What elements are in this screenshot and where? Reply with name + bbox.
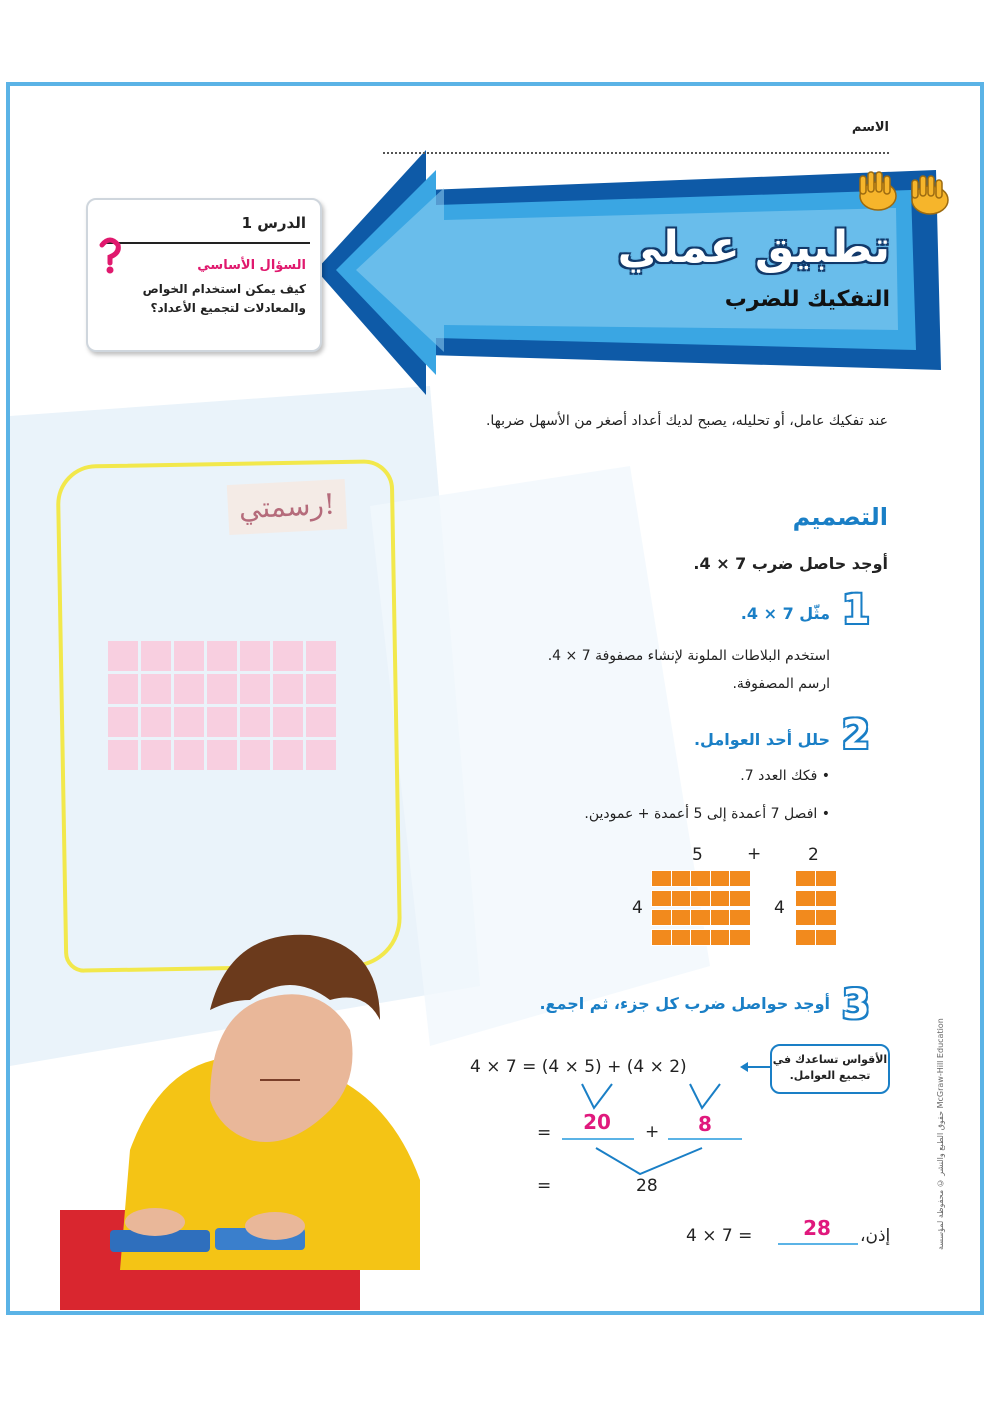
so-label: إذن، [860, 1226, 891, 1246]
pink-tile [141, 707, 171, 737]
pink-tile [174, 707, 204, 737]
pink-tile [306, 740, 336, 770]
step-2-bullet-2-text: افصل 7 أعمدة إلى 5 أعمدة + عمودين. [584, 806, 818, 822]
orange-tile [815, 870, 837, 887]
pink-tile [240, 641, 270, 671]
pink-tile [240, 707, 270, 737]
equation-line-1: 4 × 7 = (4 × 5) + (4 × 2) [470, 1057, 687, 1077]
step-2-title: حلل أحد العوامل. [693, 730, 830, 749]
step-3-number: 3 [842, 982, 870, 1028]
array-label-4-right: 4 [774, 898, 785, 918]
array-label-4-left: 4 [632, 898, 643, 918]
step-2-bullet-1: • فكك العدد 7. [740, 768, 830, 784]
sketch-label: رسمتي! [227, 479, 347, 535]
orange-tile [729, 890, 751, 907]
essential-question-title: السؤال الأساسي [197, 258, 306, 273]
name-field[interactable] [383, 118, 889, 154]
answer-underline-2 [668, 1138, 742, 1140]
pink-tile [108, 674, 138, 704]
sum-total: 28 [636, 1176, 658, 1196]
final-underline [778, 1243, 858, 1245]
tip-arrow-icon [740, 1060, 772, 1074]
answer-4x5[interactable]: 20 [583, 1110, 611, 1134]
essential-question-body: كيف يمكن استخدام الخواص والمعادلات لتجميع الأعداد؟ [142, 282, 306, 315]
pink-tile [108, 641, 138, 671]
orange-tile [815, 890, 837, 907]
orange-tile [729, 909, 751, 926]
student-photo [60, 850, 480, 1310]
equals-sign-1: = [537, 1123, 552, 1143]
pink-tile [174, 641, 204, 671]
pink-tile [174, 674, 204, 704]
pink-tile [207, 707, 237, 737]
pink-tile [306, 707, 336, 737]
orange-tile [729, 870, 751, 887]
pink-tile [141, 740, 171, 770]
question-mark-icon [96, 235, 124, 275]
orange-tile [815, 929, 837, 946]
parentheses-tip: الأقواس تساعدك في تجميع العوامل. [770, 1044, 890, 1094]
step-2-number: 2 [842, 712, 870, 758]
lesson-card [86, 198, 322, 352]
step-2-bullet-1-text: فكك العدد 7. [740, 768, 818, 784]
pink-tile [141, 674, 171, 704]
pink-tile [141, 641, 171, 671]
divider [104, 242, 310, 244]
pink-tile [207, 740, 237, 770]
name-label: الاسم [851, 120, 889, 135]
answer-4x2[interactable]: 8 [698, 1112, 712, 1136]
pink-tile [306, 674, 336, 704]
pink-tile [306, 641, 336, 671]
pink-tile [108, 707, 138, 737]
pink-tile [273, 707, 303, 737]
pink-tile [108, 740, 138, 770]
pink-tile [273, 641, 303, 671]
answer-underline-1 [562, 1138, 634, 1140]
step-1-number: 1 [842, 587, 870, 633]
page-title: تطبيق عملي [617, 222, 890, 273]
page-subtitle: التفكيك للضرب [724, 287, 890, 312]
step-1-body-line2: ارسم المصفوفة. [732, 676, 830, 692]
orange-tile [815, 909, 837, 926]
step-3-title: أوجد حواصل ضرب كل جزء، ثم اجمع. [539, 994, 830, 1013]
pink-tile [207, 641, 237, 671]
pink-tile [240, 674, 270, 704]
step-1-title: مثّل 7 × 4. [740, 604, 830, 623]
step-2-bullet-2: • افصل 7 أعمدة إلى 5 أعمدة + عمودين. [584, 806, 830, 822]
final-answer[interactable]: 28 [803, 1216, 831, 1240]
final-expression: 4 × 7 = [686, 1226, 753, 1246]
lesson-number: الدرس 1 [241, 214, 306, 232]
copyright-credit: حقوق الطبع والنشر © محفوظة لمؤسسة McGraw-Hill Education [936, 1018, 945, 1250]
orange-tile [729, 929, 751, 946]
equation-connectors [560, 1080, 760, 1210]
pink-tile [273, 674, 303, 704]
step-1-body-line1: استخدم البلاطات الملونة لإنشاء مصفوفة 7 × 4. [547, 648, 830, 664]
equals-sign-2: = [537, 1176, 552, 1196]
array-label-5: 5 [692, 845, 703, 865]
pink-tile [207, 674, 237, 704]
plus-sign: + [645, 1122, 660, 1142]
pink-tile [174, 740, 204, 770]
intro-paragraph: عند تفكيك عامل، أو تحليله، يصبح لديك أعداد أصغر من الأسهل ضربها. [485, 413, 888, 429]
hands-icon [850, 166, 960, 226]
pink-tile [273, 740, 303, 770]
pink-tile [240, 740, 270, 770]
design-task: أوجد حاصل ضرب 7 × 4. [693, 554, 888, 573]
design-heading: التصميم [792, 503, 888, 531]
array-label-plus: + [747, 844, 762, 864]
array-label-2: 2 [808, 845, 819, 865]
